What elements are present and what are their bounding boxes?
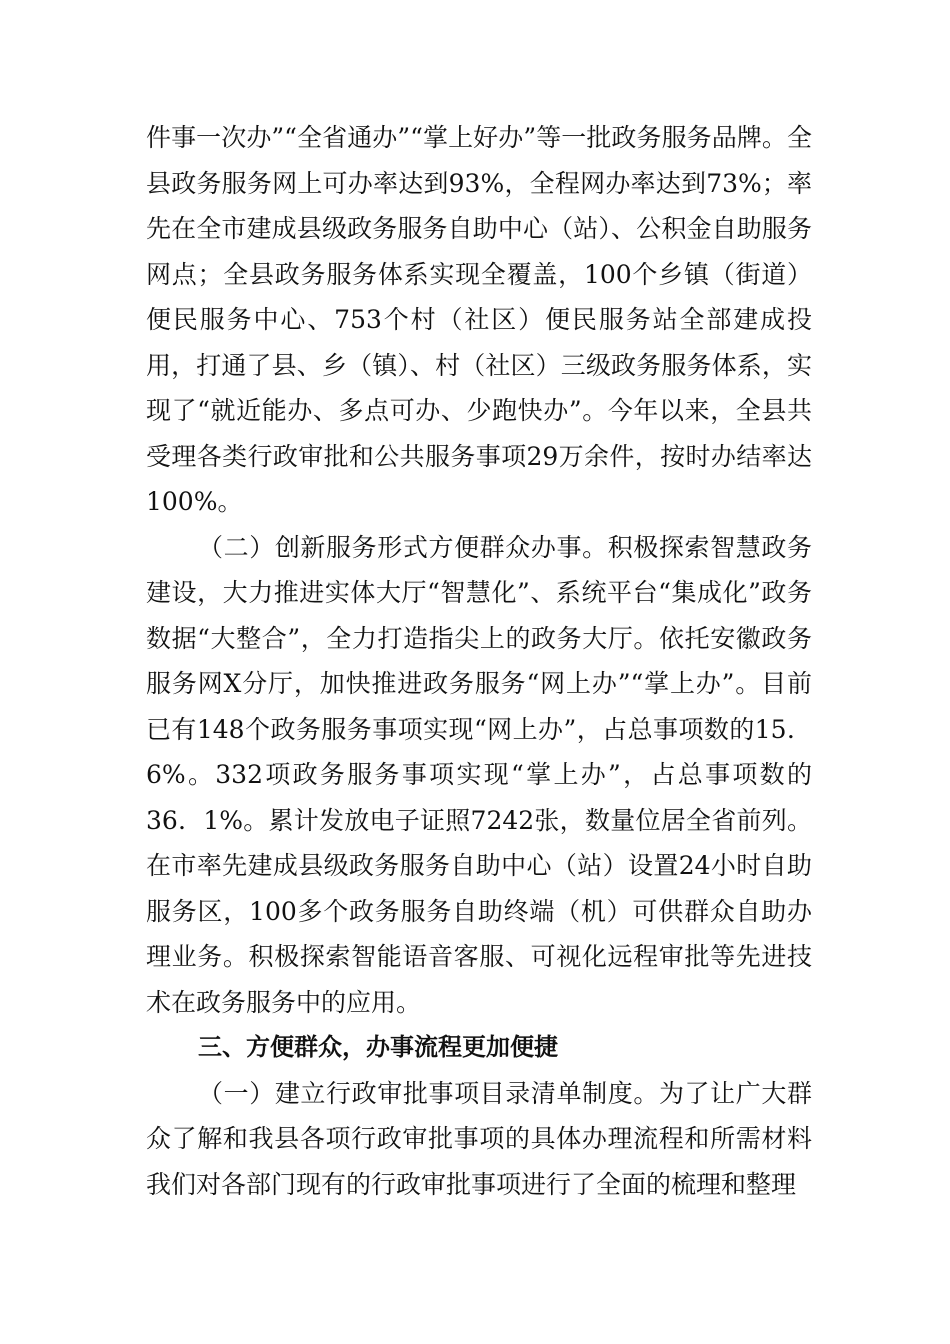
section-heading-three: 三、方便群众，办事流程更加便捷 [198, 1033, 558, 1061]
paragraph-approval-list [146, 1071, 812, 1208]
paragraph-innovative-service [146, 525, 812, 1026]
subheading-approval-list: （一）建立行政审批事项目录清单制度。 [198, 1078, 659, 1108]
paragraph-innovative-service-body: 积极探索智慧政务建设，大力推进实体大厅“智慧化”、系统平台“集成化”政务数据“大整合”，全力打造指尖上的政务大厅。依托安徽政务服务网X分厅，加快推进政务服务“网上办”“掌上办”。目前已有148个政务服务事项实现“网上办”，占总事项数的15．6%。332项政务服务事项实现“掌上办”，占总事项数的36．1%。累计发放电子证照7242张，数量位居全省前列。在市率先建成县级政务服务自助中心（站）设置24小时自助服务区，100多个政务服务自助终端（机）可供群众自助办理业务。积极探索智能语音客服、可视化远程审批等先进技术在政务服务中的应用。 [146, 532, 812, 1017]
paragraph-approval-list-body: 为了让广大群众了解和我县各项行政审批事项的具体办理流程和所需材料我们对各部门现有的行政审批事项进行了全面的梳理和整理 [146, 1078, 812, 1199]
paragraph-service-brands: 件事一次办”“全省通办”“掌上好办”等一批政务服务品牌。全县政务服务网上可办率达到93%，全程网办率达到73%；率先在全市建成县级政务服务自助中心（站）、公积金自助服务网点；全县政务服务体系实现全覆盖，100个乡镇（街道）便民服务中心、753个村（社区）便民服务站全部建成投用，打通了县、乡（镇）、村（社区）三级政务服务体系，实现了“就近能办、多点可办、少跑快办”。今年以来，全县共受理各类行政审批和公共服务事项29万余件，按时办结率达100%。 [146, 123, 812, 516]
document-body [146, 115, 812, 1207]
subheading-innovative-service: （二）创新服务形式方便群众办事。 [198, 532, 608, 562]
